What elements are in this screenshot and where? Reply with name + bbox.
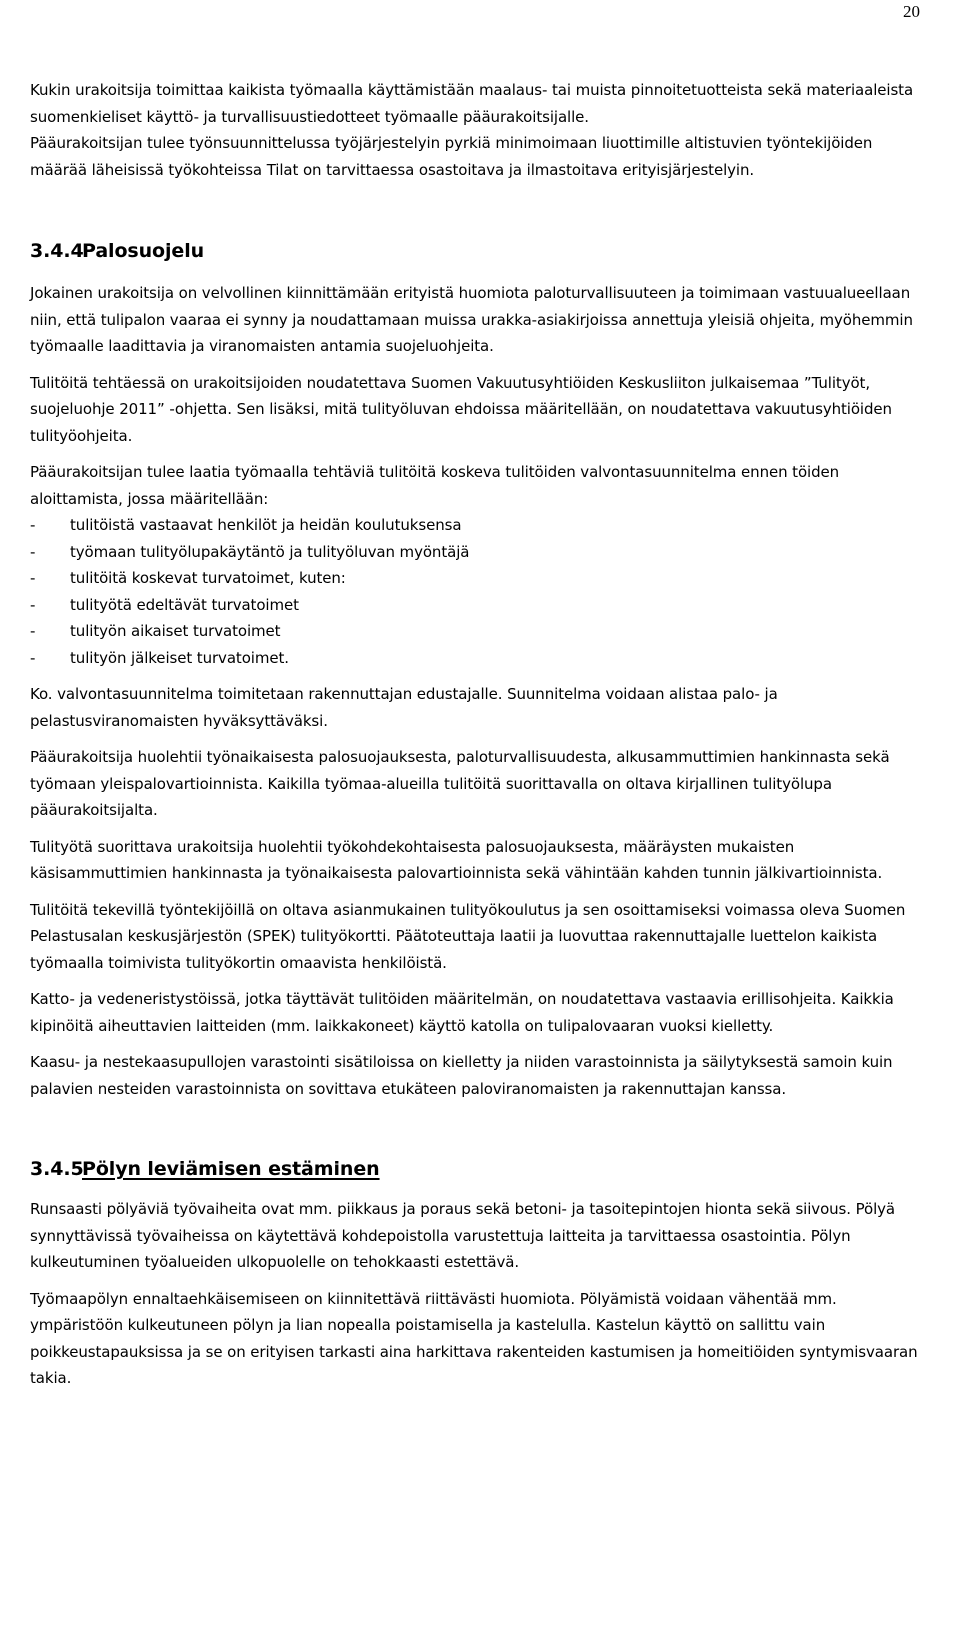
hot-work-plan-list	[30, 512, 930, 671]
list-item-text: tulityön aikaiset turvatoimet	[70, 622, 281, 640]
list-item	[30, 512, 930, 539]
section-heading-palosuojelu	[30, 238, 930, 264]
paragraph: Jokainen urakoitsija on velvollinen kiinnittämään erityistä huomiota paloturvallisuuteen ja toimimaan vastuualueellaan niin, että tulipalon vaaraa ei synny ja noudattamaan muissa urakka-asiakirjoissa annettuja yleisiä ohjeita, myöhemmin työmaalle laadittavia ja viranomaisten antamia suojeluohjeita.	[30, 284, 913, 355]
list-item	[30, 565, 930, 592]
list-dash: -	[30, 516, 36, 534]
paragraph: Pääurakoitsijan tulee laatia työmaalla tehtäviä tulitöitä koskeva tulitöiden valvontasuunnitelma ennen töiden aloittamista, jossa määritellään:	[30, 463, 840, 508]
page-number: 20	[903, 2, 920, 21]
section-number: 3.4.4	[30, 240, 84, 262]
list-item-text: tulitöitä koskevat turvatoimet, kuten:	[70, 569, 346, 587]
paragraph-solvent-exposure: Pääurakoitsijan tulee työnsuunnittelussa työjärjestelyin pyrkiä minimoimaan liuottimille altistuvien työntekijöiden määrää läheisissä työkohteissa Tilat on tarvittaessa osastoitava ja ilmastoitava erityisjärjestelyin.	[30, 134, 873, 179]
paragraph: Ko. valvontasuunnitelma toimitetaan rakennuttajan edustajalle. Suunnitelma voidaan alistaa palo- ja pelastusviranomaisten hyväksyttäväksi.	[30, 685, 778, 730]
paragraph: Tulitöitä tehtäessä on urakoitsijoiden noudatettava Suomen Vakuutusyhtiöiden Keskusliiton julkaisemaa ”Tulityöt, suojeluohje 2011” -ohjetta. Sen lisäksi, mitä tulityöluvan ehdoissa määritellään, on noudatettava vakuutusyhtiöiden tulityöohjeita.	[30, 373, 892, 445]
list-dash: -	[30, 595, 36, 614]
paragraph: Katto- ja vedeneristystöissä, jotka täyttävät tulitöiden määritelmän, on noudatettava vastaavia erillisohjeita. Kaikkia kipinöitä aiheuttavien laitteiden (mm. laikkakoneet) käyttö katolla on tulipalovaaran vuoksi kielletty.	[30, 990, 894, 1035]
paragraph: Kaasu- ja nestekaasupullojen varastointi sisätiloissa on kielletty ja niiden varastoinnista ja säilytyksestä samoin kuin palavien nesteiden varastoinnista on sovittava etukäteen paloviranomaisten ja rakennuttajan kanssa.	[30, 1053, 893, 1098]
list-dash: -	[30, 622, 36, 640]
paragraph: Pääurakoitsija huolehtii työnaikaisesta palosuojauksesta, paloturvallisuudesta, alkusammuttimien hankinnasta sekä työmaan yleispalovartioinnista. Kaikilla työmaa-alueilla tulitöitä suorittavalla on oltava kirjallinen tulityölupa pääurakoitsijalta.	[30, 748, 890, 819]
list-dash: -	[30, 569, 36, 587]
list-item-text: tulitöistä vastaavat henkilöt ja heidän koulutuksensa	[70, 516, 462, 534]
section-title: Palosuojelu	[82, 240, 205, 262]
paragraph: Tulitöitä tekevillä työntekijöillä on oltava asianmukainen tulityökoulutus ja sen osoittamiseksi voimassa oleva Suomen Pelastusalan keskusjärjestön (SPEK) tulityökortti. Päätoteuttaja laatii ja luovuttaa rakennuttajalle luettelon kaikista työmaalla toimivista tulityökortin omaavista henkilöistä.	[30, 900, 906, 972]
section-heading-polyn	[30, 1156, 930, 1182]
section-number: 3.4.5	[30, 1158, 84, 1180]
paragraph: Runsaasti pölyäviä työvaiheita ovat mm. piikkaus ja poraus sekä betoni- ja tasoitepintojen hionta sekä siivous. Pölyä synnyttävissä työvaiheissa on käytettävä kohdepoistolla varustettuja laitteita ja tarvittaessa osastointia. Pölyn kulkeutuminen työalueiden ulkopuolelle on tehokkaasti estettävä.	[30, 1200, 896, 1271]
list-item	[30, 618, 930, 645]
list-dash: -	[30, 648, 36, 667]
document-body	[30, 77, 930, 1402]
paragraph: Tulityötä suorittava urakoitsija huolehtii työkohdekohtaisesta palosuojauksesta, määräysten mukaisten käsisammuttimien hankinnasta ja työnaikaisesta palovartioinnista sekä vähintään kahden tunnin jälkivartioinnista.	[30, 837, 883, 882]
section-title: Pölyn leviämisen estäminen	[82, 1158, 380, 1180]
paragraph-safety-datasheets: Kukin urakoitsija toimittaa kaikista työmaalla käyttämistään maalaus- tai muista pinnoitetuotteista sekä materiaaleista suomenkieliset käyttö- ja turvallisuustiedotteet työmaalle pääurakoitsijalle.	[30, 81, 914, 126]
list-item	[30, 539, 930, 566]
list-item-text: tulityön jälkeiset turvatoimet.	[70, 648, 289, 667]
paragraph: Työmaapölyn ennaltaehkäisemiseen on kiinnitettävä riittävästi huomiota. Pölyämistä voidaan vähentää mm. ympäristöön kulkeutuneen pölyn ja lian nopealla poistamisella ja kastelulla. Kastelun käyttö on sallittu vain poikkeustapauksissa ja se on erityisen tarkasti aina harkittava rakenteiden kastumisen ja homeitiöiden syntymisvaaran takia.	[30, 1289, 918, 1387]
list-dash: -	[30, 542, 36, 561]
list-item-text: työmaan tulityölupakäytäntö ja tulityöluvan myöntäjä	[70, 542, 470, 561]
list-item-text: tulityötä edeltävät turvatoimet	[70, 595, 299, 614]
list-item	[30, 592, 930, 619]
list-item	[30, 645, 930, 672]
